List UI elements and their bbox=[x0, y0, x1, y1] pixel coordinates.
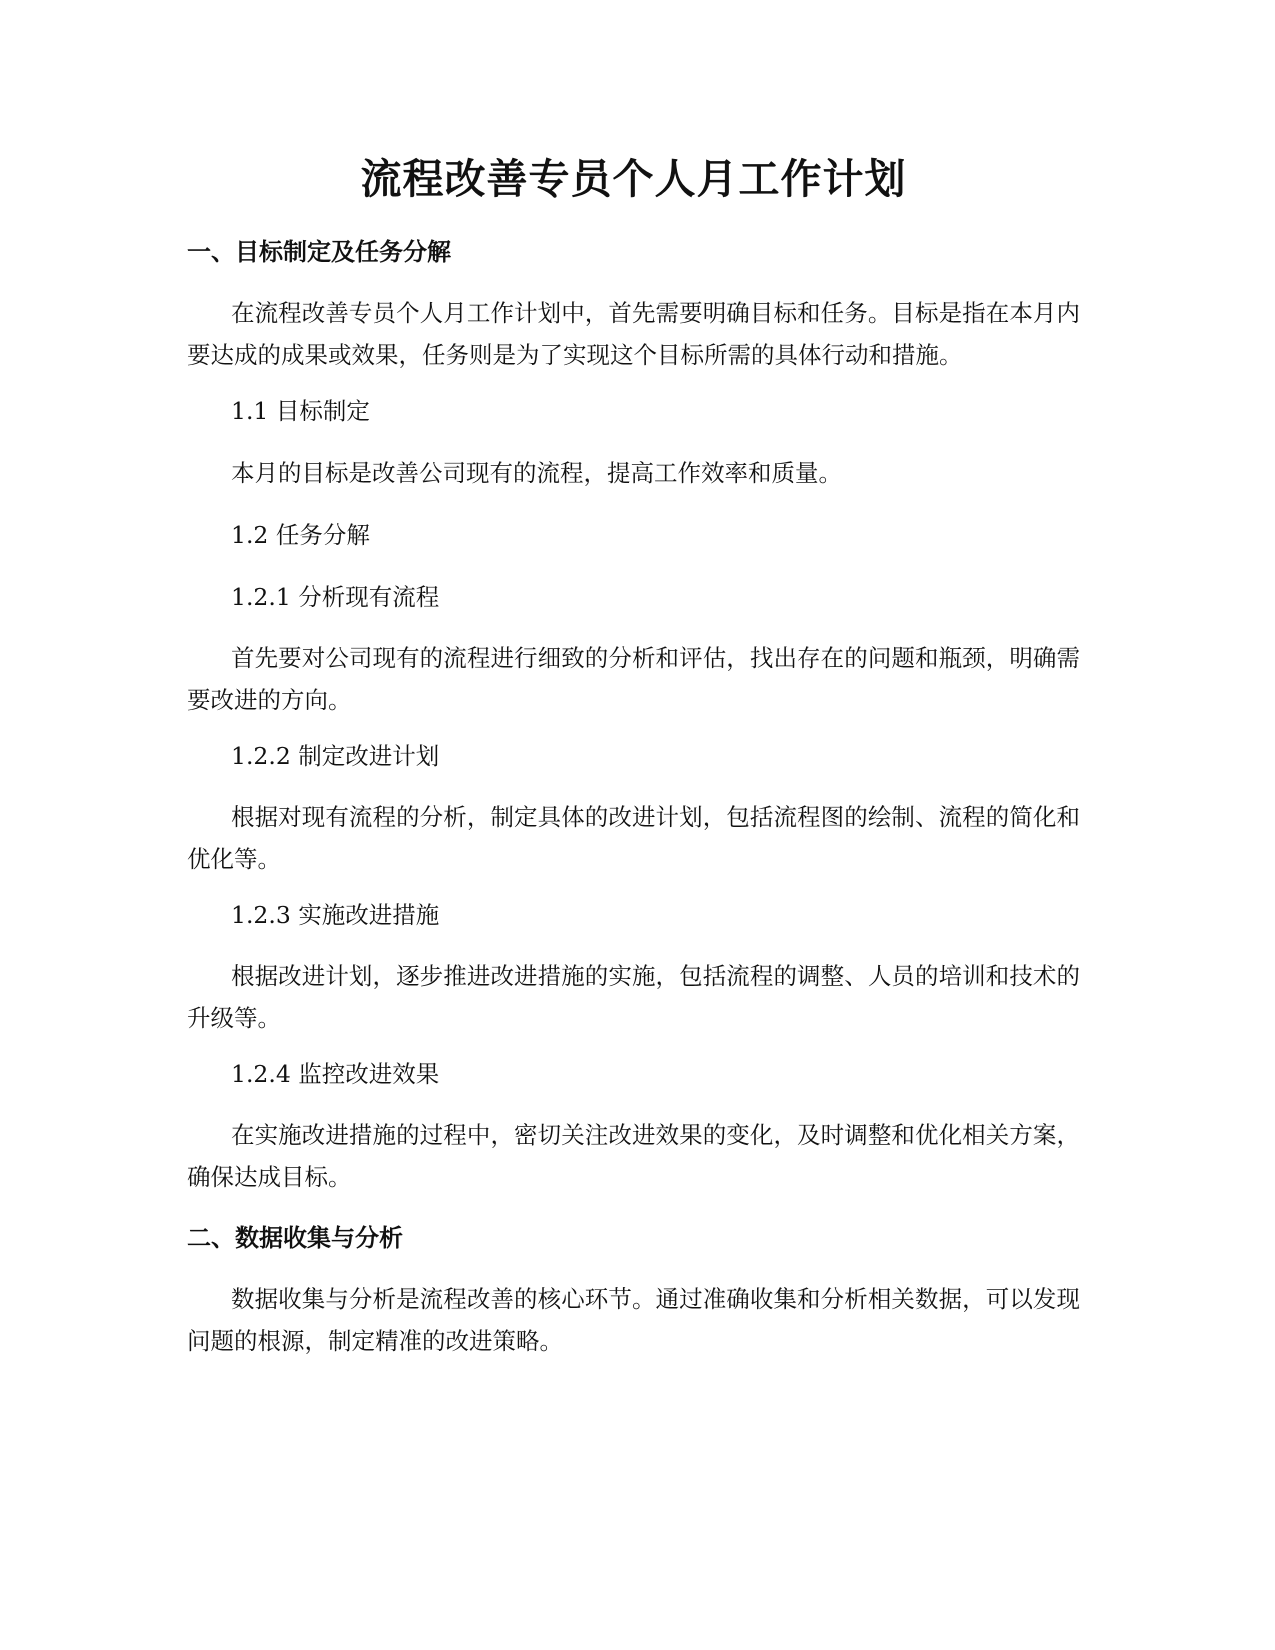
subsection-1-2-3-text: 根据改进计划，逐步推进改进措施的实施，包括流程的调整、人员的培训和技术的升级等。 bbox=[187, 962, 1080, 1032]
document-title: 流程改善专员个人月工作计划 bbox=[360, 155, 907, 203]
document-body bbox=[187, 150, 1080, 1362]
section-1-heading: 一、目标制定及任务分解 bbox=[187, 238, 451, 266]
subsection-1-2-1-heading: 1.2.1 分析现有流程 bbox=[231, 583, 440, 611]
subsection-1-1-text: 本月的目标是改善公司现有的流程，提高工作效率和质量。 bbox=[231, 459, 842, 487]
subsection-1-2-3-heading: 1.2.3 实施改进措施 bbox=[231, 901, 440, 929]
subsection-1-2-heading: 1.2 任务分解 bbox=[231, 521, 370, 549]
subsection-1-2-2-heading: 1.2.2 制定改进计划 bbox=[231, 742, 440, 770]
section-2-intro: 数据收集与分析是流程改善的核心环节。通过准确收集和分析相关数据，可以发现问题的根源，制定精准的改进策略。 bbox=[187, 1285, 1080, 1355]
subsection-1-2-2-text: 根据对现有流程的分析，制定具体的改进计划，包括流程图的绘制、流程的简化和优化等。 bbox=[187, 803, 1080, 873]
section-2-heading: 二、数据收集与分析 bbox=[187, 1224, 403, 1252]
subsection-1-2-4-text: 在实施改进措施的过程中，密切关注改进效果的变化，及时调整和优化相关方案，确保达成目标。 bbox=[187, 1121, 1080, 1191]
subsection-1-2-4-heading: 1.2.4 监控改进效果 bbox=[231, 1060, 440, 1088]
subsection-1-2-1-text: 首先要对公司现有的流程进行细致的分析和评估，找出存在的问题和瓶颈，明确需要改进的方向。 bbox=[187, 644, 1080, 714]
section-1-intro: 在流程改善专员个人月工作计划中，首先需要明确目标和任务。目标是指在本月内要达成的成果或效果，任务则是为了实现这个目标所需的具体行动和措施。 bbox=[187, 299, 1080, 369]
subsection-1-1-heading: 1.1 目标制定 bbox=[231, 397, 370, 425]
